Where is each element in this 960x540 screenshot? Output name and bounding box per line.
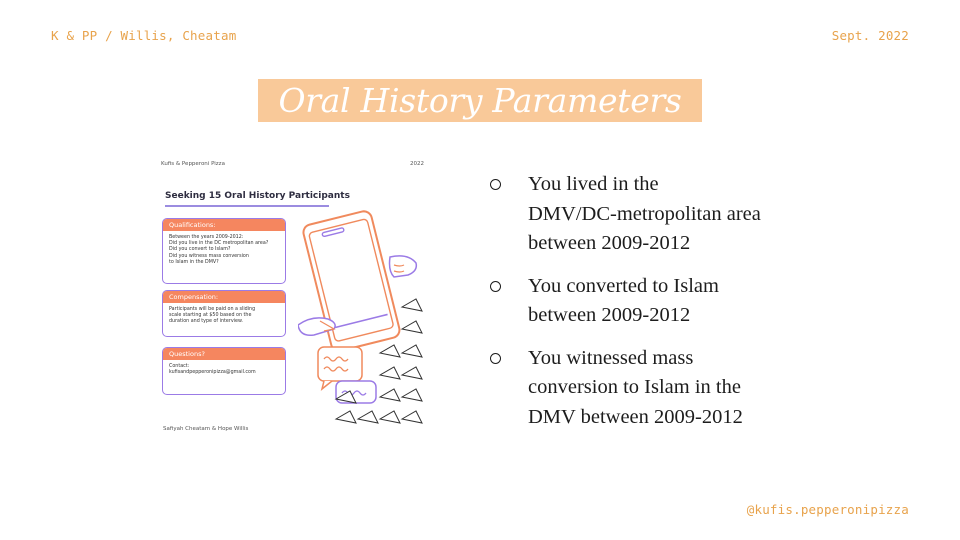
flyer-card-line: Did you live in the DC metropolitan area? — [169, 241, 269, 247]
bullet-text-line: You converted to Islam — [528, 274, 719, 297]
header-credit: K & PP / Willis, Cheatam — [51, 28, 237, 43]
flyer-year: 2022 — [410, 161, 424, 167]
speech-bubble-icon — [318, 347, 362, 381]
bullet-text-line: between 2009-2012 — [528, 232, 691, 254]
bullet-text-line: between 2009-2012 — [528, 304, 691, 326]
bullet-text-line: DMV between 2009-2012 — [528, 405, 743, 428]
bullet-text-line: conversion to Islam in the — [528, 376, 741, 398]
flyer-card-body — [163, 303, 285, 330]
bullet-text-line: DMV/DC-metropolitan area — [528, 202, 761, 225]
list-item — [490, 170, 810, 259]
title-banner — [258, 79, 702, 122]
flyer-card-compensation — [162, 290, 286, 337]
flyer-card-qualifications — [162, 218, 286, 284]
bullet-circle-icon — [490, 281, 501, 292]
flyer-card-line: Did you witness mass conversion — [169, 253, 249, 259]
flyer-heading: Seeking 15 Oral History Participants — [165, 191, 350, 201]
phone-illustration — [298, 205, 430, 435]
flyer-authors: Safiyah Cheatam & Hope Willis — [163, 426, 249, 432]
hand-icon — [390, 256, 417, 277]
flyer-card-line: Contact: — [169, 364, 190, 369]
flyer-card-title: Compensation: — [163, 291, 285, 303]
slide-title: Oral History Parameters — [278, 81, 682, 120]
flyer-card-line: scale starting at $50 based on the — [169, 313, 252, 319]
flyer-card-questions — [162, 347, 286, 395]
bullet-circle-icon — [490, 353, 501, 364]
bullet-text-line: You witnessed mass — [528, 346, 694, 369]
flyer-card-line: Did you convert to Islam? — [169, 247, 231, 253]
recruitment-flyer-image — [158, 155, 430, 440]
flyer-card-line: Participants will be paid on a sliding — [169, 307, 256, 312]
parameters-list — [490, 170, 810, 445]
flyer-card-body — [163, 360, 285, 380]
flyer-card-line: kufisandpepperonipizza@gmail.com — [169, 370, 256, 376]
social-handle: @kufis.pepperonipizza — [746, 502, 909, 517]
header-date: Sept. 2022 — [831, 28, 909, 43]
flyer-card-title: Questions? — [163, 348, 285, 360]
flyer-card-title: Qualifications: — [163, 219, 285, 231]
list-item — [490, 272, 810, 331]
bullet-circle-icon — [490, 179, 501, 190]
list-item — [490, 344, 810, 433]
flyer-card-line: Between the years 2009-2012: — [169, 235, 244, 240]
bullet-text-line: You lived in the — [528, 173, 659, 195]
flyer-org-name: Kufis & Pepperoni Pizza — [161, 161, 225, 167]
flyer-card-line: duration and type of interview. — [169, 319, 243, 325]
flyer-card-body — [163, 231, 285, 270]
flyer-card-line: to Islam in the DMV? — [169, 259, 219, 265]
